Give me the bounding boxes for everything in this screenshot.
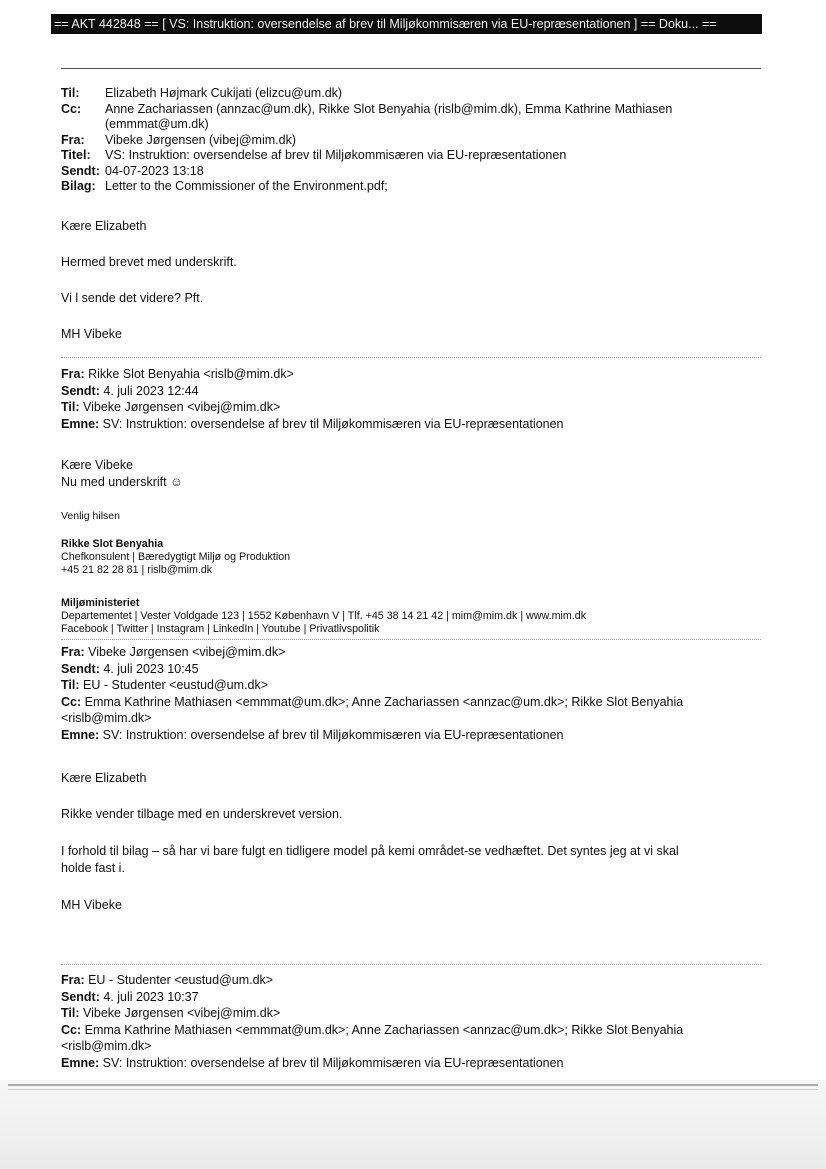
header-to-row [61, 86, 761, 102]
scan-line [8, 1089, 818, 1090]
msg4-cc-row: Cc: Emma Kathrine Mathiasen <emmmat@um.dk>; Anne Zachariassen <annzac@um.dk>; Rikke Slot Benyahia <rislb@mim.dk> [61, 1022, 684, 1054]
body1-greeting: Kære Elizabeth [61, 219, 147, 233]
cc-line-2: (emmmat@um.dk) [105, 117, 209, 131]
header-cc-row [61, 102, 761, 133]
header-divider [61, 68, 761, 69]
sig-name: Rikke Slot Benyahia [61, 538, 164, 550]
msg2-line1: Nu med underskrift ☺ [61, 475, 183, 489]
org-social-links[interactable]: Facebook | Twitter | Instagram | LinkedIn | Youtube | Privatlivspolitik [61, 623, 380, 636]
msg2-closing: Venlig hilsen [61, 510, 120, 522]
message-separator [61, 639, 761, 640]
header-from-row [61, 133, 761, 149]
msg3-sent-row: Sendt: 4. juli 2023 10:45 [61, 661, 199, 676]
body1-line1: Hermed brevet med underskrift. [61, 255, 237, 269]
org-address: Departementet | Vester Voldgade 123 | 1552 København V | Tlf. +45 38 14 21 42 | mim@mim.dk | www.mim.dk [61, 610, 587, 623]
msg2-header [61, 366, 761, 432]
sig-title: Chefkonsulent | Bæredygtigt Miljø og Produktion [61, 551, 291, 564]
msg2-signature [61, 538, 761, 578]
title-value: VS: Instruktion: oversendelse af brev til Miljøkommisæren via EU-repræsentationen [105, 148, 567, 162]
sig-phone: +45 21 82 28 81 | rislb@mim.dk [61, 564, 213, 577]
to-value: Elizabeth Højmark Cukijati (elizcu@um.dk) [105, 86, 343, 100]
msg2-to-row: Til: Vibeke Jørgensen <vibej@mim.dk> [61, 400, 281, 415]
msg3-line1: Rikke vender tilbage med en underskrevet version. [61, 807, 343, 821]
msg4-header [61, 972, 761, 1072]
msg2-greeting: Kære Vibeke [61, 458, 134, 472]
header-sent-row [61, 164, 761, 180]
scan-bottom-band [0, 1080, 826, 1169]
email-header [61, 86, 761, 195]
from-label: Fra: [61, 132, 85, 147]
msg3-subject-row: Emne: SV: Instruktion: oversendelse af brev til Miljøkommisæren via EU-repræsentationen [61, 727, 564, 742]
org-signature [61, 597, 761, 637]
attachment-value[interactable]: Letter to the Commissioner of the Environment.pdf; [105, 179, 388, 193]
to-label: Til: [61, 86, 80, 100]
msg3-paragraph: I forhold til bilag – så har vi bare fulgt en tidligere model på kemi området-se vedhæftet. Det syntes jeg at vi skal holde fast i. [61, 844, 679, 875]
msg4-to-row: Til: Vibeke Jørgensen <vibej@mim.dk> [61, 1006, 281, 1021]
message-separator [61, 964, 761, 965]
msg3-header [61, 644, 761, 744]
header-title-row [61, 148, 761, 164]
cc-value [105, 102, 761, 133]
body1-line2: Vi l sende det videre? Pft. [61, 291, 204, 305]
msg4-from-row: Fra: EU - Studenter <eustud@um.dk> [61, 973, 274, 987]
msg4-subject-row: Emne: SV: Instruktion: oversendelse af brev til Miljøkommisæren via EU-repræsentationen [61, 1055, 564, 1070]
cc-label: Cc: [61, 101, 82, 116]
header-attachment-row [61, 179, 761, 195]
scan-line [8, 1084, 818, 1086]
title-label: Titel: [61, 148, 91, 162]
cc-line-1: Anne Zachariassen (annzac@um.dk), Rikke Slot Benyahia (rislb@mim.dk), Emma Kathrine Mathiasen [105, 101, 673, 116]
msg2-sent-row: Sendt: 4. juli 2023 12:44 [61, 383, 199, 398]
msg4-sent-row: Sendt: 4. juli 2023 10:37 [61, 989, 199, 1004]
from-value: Vibeke Jørgensen (vibej@mim.dk) [105, 132, 296, 147]
attachment-label: Bilag: [61, 179, 96, 193]
msg2-from-row: Fra: Rikke Slot Benyahia <rislb@mim.dk> [61, 367, 294, 381]
sent-value: 04-07-2023 13:18 [105, 163, 204, 178]
org-name: Miljøministeriet [61, 597, 140, 609]
msg3-cc-row: Cc: Emma Kathrine Mathiasen <emmmat@um.dk>; Anne Zachariassen <annzac@um.dk>; Rikke Slot Benyahia <rislb@mim.dk> [61, 694, 684, 726]
msg2-subject-row: Emne: SV: Instruktion: oversendelse af brev til Miljøkommisæren via EU-repræsentationen [61, 416, 564, 431]
sent-label: Sendt: [61, 163, 100, 178]
msg3-from-row: Fra: Vibeke Jørgensen <vibej@mim.dk> [61, 645, 286, 659]
document-banner: == AKT 442848 == [ VS: Instruktion: oversendelse af brev til Miljøkommisæren via EU-repræsentationen ] == Doku... == [51, 14, 762, 34]
message-separator [61, 357, 761, 358]
msg3-to-row: Til: EU - Studenter <eustud@um.dk> [61, 678, 269, 693]
msg3-signature: MH Vibeke [61, 898, 122, 912]
msg3-greeting: Kære Elizabeth [61, 771, 147, 785]
body1-signature: MH Vibeke [61, 327, 122, 341]
